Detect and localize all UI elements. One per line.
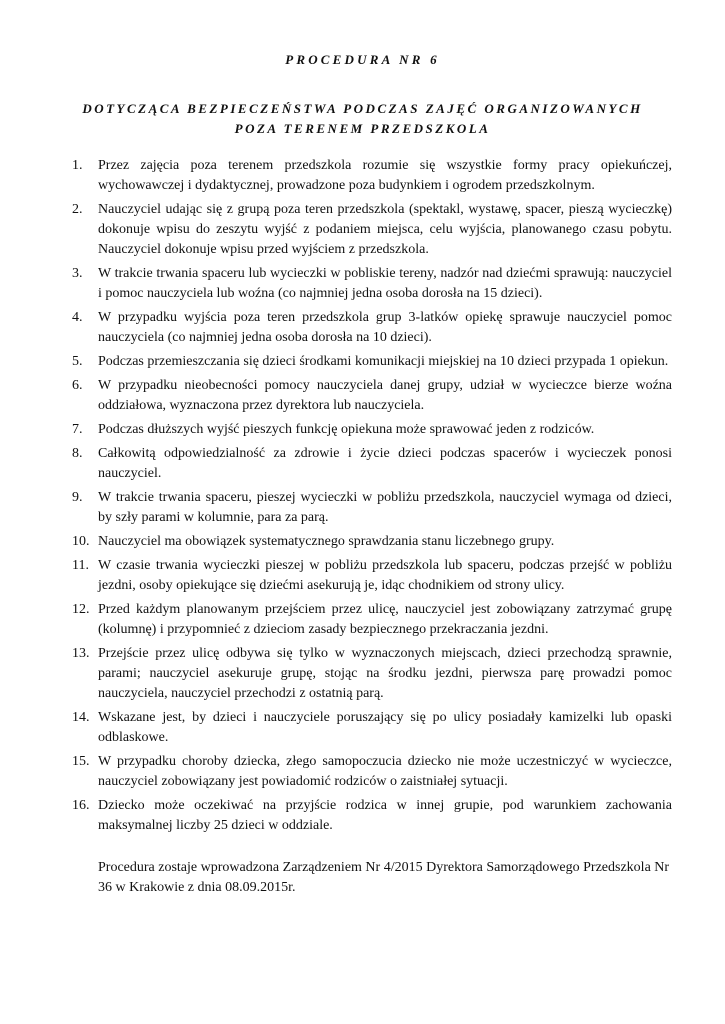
list-item-text: W trakcie trwania spaceru lub wycieczki w pobliskie tereny, nadzór nad dziećmi sprawują: nauczyciel i pomoc nauczyciela lub woźna (co najmniej jedna osoba dorosła na 15 dzieci). [98, 266, 672, 301]
subtitle-line-1: DOTYCZĄCA BEZPIECZEŃSTWA PODCZAS ZAJĘĆ ORGANIZOWANYCH [82, 101, 643, 116]
list-item-number: 10. [72, 534, 90, 549]
list-item-text: W trakcie trwania spaceru, pieszej wycieczki w pobliżu przedszkola, nauczyciel wymaga od dzieci, by szły parami w kolumnie, para za parą. [98, 490, 672, 525]
list-item-number: 11. [72, 558, 89, 573]
list-item-text: W przypadku choroby dziecka, złego samopoczucia dziecko nie może uczestniczyć w wycieczce, nauczyciel zobowiązany jest powiadomić rodziców o zaistniałej sytuacji. [98, 754, 672, 789]
list-item-number: 8. [72, 446, 83, 461]
list-item [72, 352, 672, 372]
list-item-text: Podczas dłuższych wyjść pieszych funkcję opiekuna może sprawować jeden z rodziców. [98, 422, 595, 437]
list-item-number: 4. [72, 310, 83, 325]
list-item-number: 12. [72, 602, 90, 617]
list-item-number: 16. [72, 798, 90, 813]
list-item [72, 420, 672, 440]
list-item-text: W przypadku wyjścia poza teren przedszkola grup 3-latków opiekę sprawuje nauczyciel pomoc nauczyciela (co najmniej jedna osoba dorosła na 10 dzieci). [98, 310, 672, 345]
list-item [72, 264, 672, 304]
list-item-text: Przejście przez ulicę odbywa się tylko w wyznaczonych miejscach, dzieci przechodzą sprawnie, parami; nauczyciel asekuruje grupę, stojąc na środku jezdni, pierwsza parę prowadzi pomoc nauczyciela, nauczyciel przechodzi z ostatnią parą. [98, 646, 672, 701]
list-item [72, 308, 672, 348]
document-title: PROCEDURA NR 6 [285, 52, 440, 67]
list-item-number: 7. [72, 422, 83, 437]
list-item-text: W przypadku nieobecności pomocy nauczyciela danej grupy, udział w wycieczce bierze woźna oddziałowa, wyznaczona przez dyrektora lub nauczyciela. [98, 378, 672, 413]
list-item-text: Nauczyciel udając się z grupą poza teren przedszkola (spektakl, wystawę, spacer, pieszą wycieczkę) dokonuje wpisu do zeszytu wyjść z podaniem miejsca, celu wyjścia, planowanego czasu pobytu. Nauczyciel dokonuje wpisu przed wyjściem z przedszkola. [98, 202, 672, 257]
list-item [72, 644, 672, 704]
list-item-text: Nauczyciel ma obowiązek systematycznego sprawdzania stanu liczebnego grupy. [98, 534, 555, 549]
document-subtitle [0, 99, 725, 139]
list-item-text: Dziecko może oczekiwać na przyjście rodzica w innej grupie, pod warunkiem zachowania maksymalnej liczby 25 dzieci w oddziale. [98, 798, 672, 833]
list-item-text: Przez zajęcia poza terenem przedszkola rozumie się wszystkie formy pracy opiekuńczej, wychowawczej i dydaktycznej, prowadzone poza budynkiem i ogrodem przedszkolnym. [98, 158, 672, 193]
list-item-number: 5. [72, 354, 83, 369]
list-item-number: 6. [72, 378, 83, 393]
list-item [72, 796, 672, 836]
list-item-text: Całkowitą odpowiedzialność za zdrowie i życie dzieci podczas spacerów i wycieczek ponosi nauczyciel. [98, 446, 672, 481]
list-item [72, 752, 672, 792]
procedure-list [72, 156, 672, 840]
list-item [72, 488, 672, 528]
list-item-text: W czasie trwania wycieczki pieszej w pobliżu przedszkola lub spaceru, podczas przejść w pobliżu jezdni, osoby opiekujące się dziećmi asekurują je, idąc chodnikiem od strony ulicy. [98, 558, 672, 593]
list-item [72, 600, 672, 640]
list-item-number: 9. [72, 490, 83, 505]
list-item-number: 1. [72, 158, 83, 173]
list-item-number: 15. [72, 754, 90, 769]
subtitle-line-2: POZA TERENEM PRZEDSZKOLA [234, 121, 491, 136]
list-item [72, 708, 672, 748]
list-item-text: Podczas przemieszczania się dzieci środkami komunikacji miejskiej na 10 dzieci przypada 1 opiekun. [98, 354, 669, 369]
list-item [72, 444, 672, 484]
list-item [72, 532, 672, 552]
list-item-number: 13. [72, 646, 90, 661]
list-item [72, 156, 672, 196]
list-item [72, 376, 672, 416]
list-item [72, 200, 672, 260]
document-footer: Procedura zostaje wprowadzona Zarządzeniem Nr 4/2015 Dyrektora Samorządowego Przedszkola Nr 36 w Krakowie z dnia 08.09.2015r. [98, 860, 670, 895]
list-item-number: 2. [72, 202, 83, 217]
list-item-number: 3. [72, 266, 83, 281]
list-item-text: Wskazane jest, by dzieci i nauczyciele poruszający się po ulicy posiadały kamizelki lub opaski odblaskowe. [98, 710, 672, 745]
list-item-number: 14. [72, 710, 90, 725]
list-item [72, 556, 672, 596]
list-item-text: Przed każdym planowanym przejściem przez ulicę, nauczyciel jest zobowiązany zatrzymać grupę (kolumnę) i przypomnieć z dzieciom zasady bezpiecznego przekraczania jezdni. [98, 602, 672, 637]
